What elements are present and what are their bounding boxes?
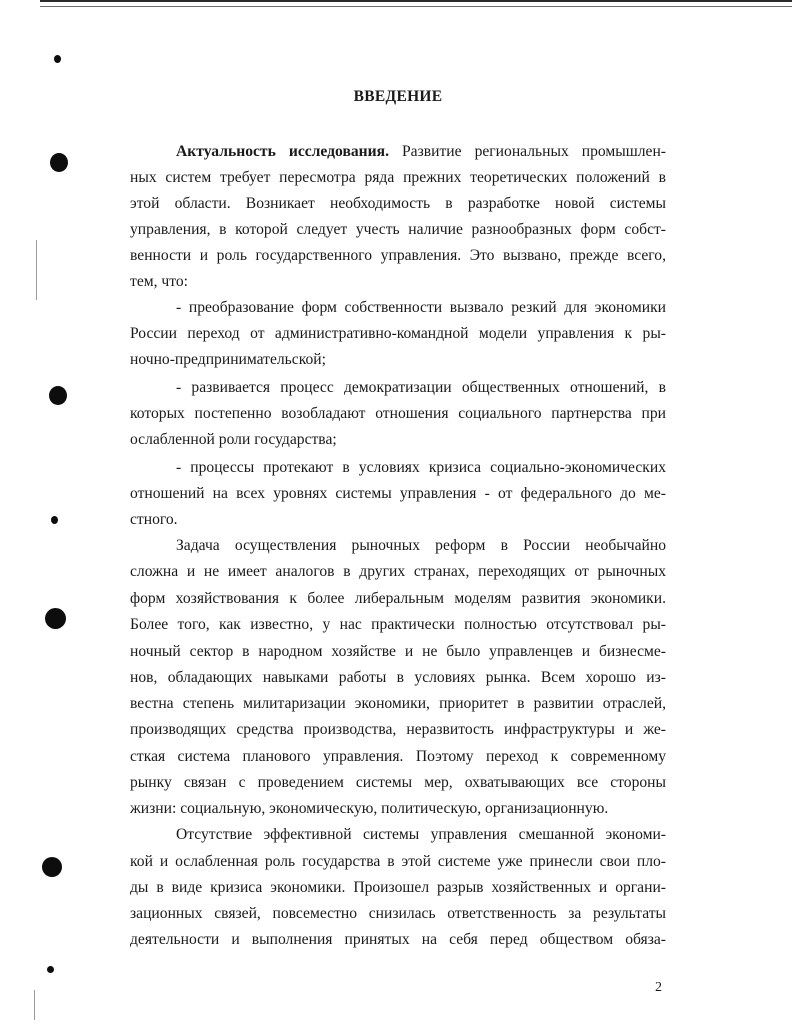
punch-hole (51, 516, 58, 524)
text-line: нов, обладающих навыками работы в условиях рынка. Всем хорошо из- (130, 669, 666, 686)
text-line: стного. (130, 511, 178, 528)
scan-edge-mark (36, 240, 37, 300)
punch-hole (49, 386, 67, 405)
punch-hole (54, 55, 61, 63)
text-line: Актуальность исследования. Развитие региональных промышлен- (176, 143, 666, 160)
text-line: производящих средства производства, неразвитость инфраструктуры и же- (130, 721, 666, 738)
scan-top-border-inner (40, 6, 792, 7)
scan-top-border (40, 0, 792, 2)
text-line: - процессы протекают в условиях кризиса социально-экономических (176, 459, 666, 476)
text-line: форм хозяйствования к более либеральным моделям развития экономики. (130, 590, 666, 607)
text-line: зационных связей, повсеместно снизилась ответственность за результаты (130, 905, 666, 922)
text-line: ночно-предпринимательской; (130, 351, 326, 368)
punch-hole (47, 966, 54, 973)
page-number: 2 (655, 980, 662, 995)
page-title: ВВЕДЕНИЕ (353, 88, 443, 105)
text-line: Более того, как известно, у нас практически полностью отсутствовал ры- (130, 616, 666, 633)
text-line: России переход от административно-командной модели управления к ры- (130, 325, 666, 342)
lead-phrase: Актуальность исследования. (176, 143, 389, 160)
text-line: Отсутствие эффективной системы управления смешанной экономи- (176, 826, 666, 843)
text-line: ных систем требует пересмотра ряда прежних теоретических положений в (130, 169, 666, 186)
text-line: кой и ослабленная роль государства в этой системе уже принесли свои пло- (130, 853, 666, 870)
punch-hole (42, 857, 62, 877)
punch-hole (50, 153, 68, 172)
text-line: тем, что: (130, 273, 188, 290)
text-line: сткая система планового управления. Поэтому переход к современному (130, 748, 666, 765)
text-line: которых постепенно возобладают отношения социального партнерства при (130, 405, 666, 422)
scan-edge-mark (34, 990, 35, 1020)
text-line: этой области. Возникает необходимость в разработке новой системы (130, 195, 666, 212)
text-line: управления, в которой следует учесть наличие разнообразных форм собст- (130, 221, 666, 238)
punch-hole (45, 608, 66, 629)
text-line: вестна степень милитаризации экономики, приоритет в развитии отраслей, (130, 695, 666, 712)
text-line: - преобразование форм собственности вызвало резкий для экономики (176, 299, 666, 316)
text-line: Задача осуществления рыночных реформ в России необычайно (176, 537, 666, 554)
text-line: ослабленной роли государства; (130, 431, 337, 448)
text-line: деятельности и выполнения принятых на себя перед обществом обяза- (130, 931, 666, 948)
text-line: жизни: социальную, экономическую, политическую, организационную. (130, 800, 609, 817)
text-line: рынку связан с проведением системы мер, охватывающих все стороны (130, 774, 666, 791)
text-line: венности и роль государственного управления. Это вызвано, прежде всего, (130, 247, 666, 264)
text-line: ночный сектор в народном хозяйстве и не было управленцев и бизнесме- (130, 643, 666, 660)
text-line: отношений на всех уровнях системы управления - от федерального до ме- (130, 485, 666, 502)
text-line: ды в виде кризиса экономики. Произошел разрыв хозяйственных и органи- (130, 879, 666, 896)
text-line: сложна и не имеет аналогов в других странах, переходящих от рыночных (130, 563, 666, 580)
text-line: - развивается процесс демократизации общественных отношений, в (176, 379, 666, 396)
